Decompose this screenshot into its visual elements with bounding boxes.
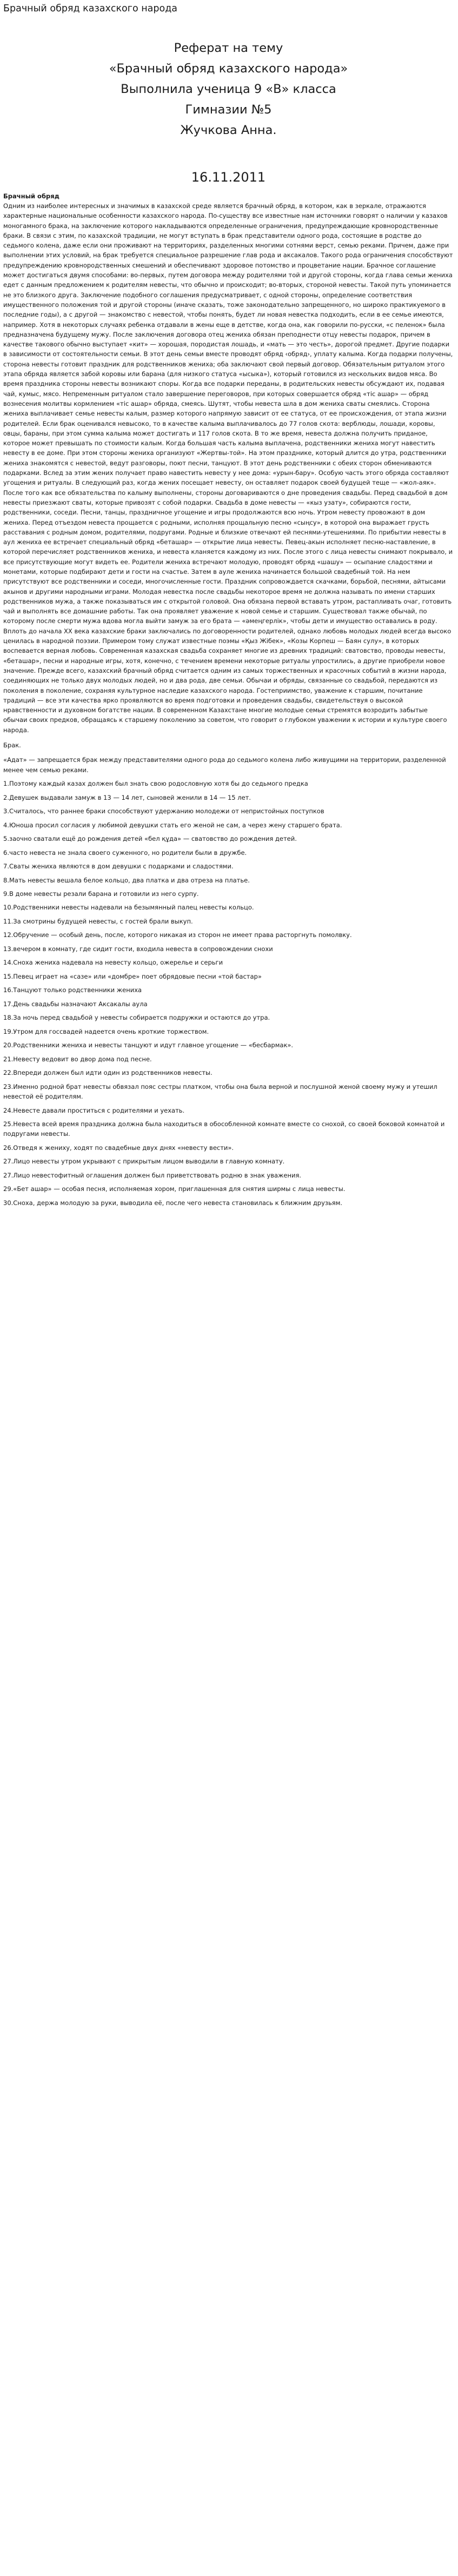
title-block bbox=[3, 38, 454, 140]
note-item: 23.Именно родной брат невесты обвязал пояс сестры платком, чтобы она была верной и послушной женой своему мужу и утешил невестой её родителям. bbox=[3, 1082, 437, 1101]
note-item: 17.День свадьбы назначают Аксакалы аула bbox=[3, 1000, 148, 1008]
note-item: 9.В доме невесты резали барана и готовили из него сурпу. bbox=[3, 889, 199, 898]
note-item: 7.Сваты жениха являются в дом девушки с подарками и сладостями. bbox=[3, 862, 234, 871]
note-item: 11.За смотрины будущей невесты, с гостей брали выкуп. bbox=[3, 917, 193, 925]
note-item: «Адат» — запрещается брак между представителями одного рода до седьмого колена либо живущими на территории, разделенной менее чем семью реками. bbox=[3, 756, 446, 774]
note-item: 27.Лицо невесты утром укрывают с прикрытым лицом выводили в главную комнату. bbox=[3, 1157, 285, 1166]
note-item: 12.Обручение — особый день, после, которого никакая из сторон не имеет права расторгнуть помолвку. bbox=[3, 931, 352, 939]
note-item: 25.Невеста всей время праздника должна была находиться в обособленной комнате вместе со снохой, со своей боковой комнатой и подругами невесты. bbox=[3, 1120, 445, 1138]
note-item: 2.Девушек выдавали замуж в 13 — 14 лет, сыновей женили в 14 — 15 лет. bbox=[3, 793, 251, 801]
note-item: 24.Невесте давали проститься с родителями и уехать. bbox=[3, 1106, 185, 1114]
note-item: 4.Юноша просил согласия у любимой девушки стать его женой не сам, а через жену старшего брата. bbox=[3, 821, 342, 829]
note-item: 14.Сноха жениха надевала на невесту кольцо, ожерелье и серьги bbox=[3, 959, 223, 967]
title-line-author-name: Жучкова Анна. bbox=[180, 123, 277, 137]
note-item: 6.часто невеста не знала своего суженного, но родители были в дружбе. bbox=[3, 848, 247, 857]
document-date: 16.11.2011 bbox=[191, 170, 266, 185]
note-item: 26.Отведя к жениху, ходят по свадебные двух днях «невесту вести». bbox=[3, 1143, 234, 1152]
note-item: 22.Впереди должен был идти один из родственников невесты. bbox=[3, 1069, 213, 1077]
notes-heading: Брак. bbox=[3, 741, 21, 750]
note-item: 15.Певец играет на «сазе» или «домбре» поет обрядовые песни «той бастар» bbox=[3, 972, 262, 980]
title-line-subject-label: Реферат на тему bbox=[174, 41, 283, 55]
note-item: 21.Невесту ведовит во двор дома под песне. bbox=[3, 1055, 152, 1063]
body-paragraph: Одним из наиболее интересных и значимых в казахской среде является брачный обряд, в котором, как в зеркале, отражаются характерные национальные особенности казахского народа. По-существу все известные нам источники говорят о наличии у казахов моногамного брака, на заключение которого накладываются определенные ограничения, предупреждающие кровнородственные браки. В связи с этим, по казахской традиции, не могут вступать в брак представители одного рода, состоящие в родстве до седьмого колена, даже если они проживают на территориях, разделенных многими сотнями верст, семью реками. Причем, даже при выполнении этих условий, на брак требуется специальное разрешение глав рода и аксакалов. Такого рода ограничения способствуют предупреждению кровнородственных смешений и обеспечивают здоровое потомство и процветание нации. Брачное соглашение может достигаться двумя способами: во-первых, путем договора между родителями той и другой стороны, когда глава семьи жениха едет с данным предложением к родителям невесты, что обычно и происходит; во-вторых, стороной невесты. Такой путь упоминается не это близкого друга. Заключение подобного соглашения предусматривает, с одной стороны, определение соответствия имущественного положения той и другой стороны (иначе сказать, тоже законодательно запрещенного, но широко практикуемого в последние годы), а с другой — знакомство с невестой, чтобы понять, будет ли новая невестка подходить, если в ее семье имеются, например. Хотя в некоторых случаях ребенка отдавали в жены еще в детстве, когда она, как говорили по-русски, «с пеленок» была предназначена будущему мужу. После заключения договора отец жениха обязан преподнести отцу невесты подарок, причем в качестве такового обычно выступает «кит» — хорошая, породистая лошадь, и «мать — это честь», дорогой предмет. Другие подарки в зависимости от состоятельности семьи. В этот день семьи вместе проводят обряд ‹обряд›, уплату калыма. Когда подарки получены, сторона невесты готовит праздник для родственников жениха; оба заключают свой первый договор. Обязательным ритуалом этого этапа обряда является забой коровы или барана (для низкого статуса «ысыка»), который готовился из нескольких видов мяса. Во время праздника стороны невесты возникают споры. Когда все подарки переданы, в родительских невесты обсуждают их, подавая чай, кумыс, мясо. Непременным ритуалом стало завершение переговоров, при которых совершается обряд «тіс ашар» — обряд вознесения молитвы кормлением «тіс ашар» обряда, смеясь. Шутят, чтобы невеста шла в дом жениха сваты смеялись. Сторона жениха выплачивает семье невесты калым, размер которого напрямую зависит от ее статуса, от ее происхождения, от этапа жизни родителей. Если брак оценивался невысоко, то в качестве калыма выплачивалось до 77 голов скота: верблюды, лошади, коровы, овцы, бараны, при этом сумма калыма может достигать и 117 голов скота. В то же время, невеста должна получить приданое, которое может превышать по стоимости калым. Когда большая часть калыма выплачена, родственники жениха могут навестить невесту в ее доме. При этом стороны жениха организуют «Жертвы-той». На этом празднике, который длится до утра, родственники жениха знакомятся с невестой, ведут разговоры, поют песни, танцуют. В этот день родственники с обеих сторон обмениваются подарками. Вслед за этим жених получает право навестить невесту у нее дома: «урын-бару». Особую часть этого обряда составляют угощения и ритуалы. В следующий раз, когда жених посещает невесту, он оставляет подарок своей будущей теще — «жол-аяк». После того как все обязательства по калыму выполнены, стороны договариваются о дне проведения свадьбы. Перед свадьбой в дом невесты приезжают сваты, которые привозят с собой подарки. Свадьба в доме невесты — «кыз узату», собираются гости, родственники, соседи. Песни, танцы, праздничное угощение и игры продолжаются всю ночь. Утром невесту провожают в дом жениха. Перед отъездом невеста прощается с родными, исполняя прощальную песню «сыңсу», в которой она выражает грусть расставания с родным домом, родителями, подругами. Родные и близкие отвечают ей песнями-утешениями. По прибытии невесты в аул жениха ее встречает специальный обряд «беташар» — открытие лица невесты. Певец-акын исполняет песню-наставление, в которой перечисляет родственников жениха, и невеста кланяется каждому из них. После этого с лица невесты снимают покрывало, и все присутствующие могут видеть ее. Родители жениха встречают молодую, проводят обряд «шашу» — осыпание сладостями и монетами, которые подбирают дети и гости на счастье. Затем в ауле жениха начинается большой свадебный той. На нем присутствуют все родственники и соседи, многочисленные гости. Праздник сопровождается скачками, борьбой, песнями, айтысами акынов и другими народными играми. Молодая невестка после свадьбы некоторое время не должна называть по имени старших родственников мужа, а также показываться им с открытой головой. Она обязана первой вставать утром, растапливать очаг, готовить чай и выполнять все домашние работы. Так она проявляет уважение к новой семье и старшим. Существовал также обычай, по которому после смерти мужа вдова могла выйти замуж за его брата — «әмеңгерлік», чтобы дети и имущество оставались в роду. Вплоть до начала XX века казахские браки заключались по договоренности родителей, однако любовь молодых людей всегда высоко ценилась в народной поэзии. Примером тому служат известные поэмы «Қыз Жібек», «Козы Корпеш — Баян сулу», в которых воспевается верная любовь. Современная казахская свадьба сохраняет многие из древних традиций: сватовство, проводы невесты, «беташар», песни и народные игры, хотя, конечно, с течением времени некоторые ритуалы упростились, а другие приобрели новое значение. Прежде всего, казахский брачный обряд считается одним из самых торжественных и красочных событий в жизни народа, соединяющих не только двух молодых людей, но и два рода, две семьи. Обычаи и обряды, связанные со свадьбой, передаются из поколения в поколение, сохраняя культурное наследие казахского народа. Гостеприимство, уважение к старшим, почитание традиций — все эти качества ярко проявляются во время подготовки и проведения свадьбы, свидетельствуя о высокой нравственности и духовном богатстве нации. В современном Казахстане многие молодые семьи стремятся возродить забытые обычаи своих предков, обращаясь к старшему поколению за советом, что говорит о глубоком уважении к истории и культуре своего народа. bbox=[3, 202, 453, 734]
document-page bbox=[3, 0, 454, 1212]
note-item: 19.Утром для госсвадей надеется очень кроткие торжеством. bbox=[3, 1027, 209, 1035]
note-item: 29.«Бет ашар» — особая песня, исполняемая хором, приглашенная для снятия ширмы с лица невесты. bbox=[3, 1185, 346, 1193]
note-item: 16.Танцуют только родственники жениха bbox=[3, 986, 142, 994]
note-item: 8.Мать невесты вешала белое кольцо, два платка и два отреза на платье. bbox=[3, 876, 250, 884]
note-item: 27.Лицо невестофитный оглашения должен был приветствовать родню в знак уважения. bbox=[3, 1171, 302, 1179]
title-line-school: Гимназии №5 bbox=[185, 103, 272, 117]
note-item: 5.заочно сватали ещё до рождения детей «бел құда» — сватовство до рождения детей. bbox=[3, 835, 297, 843]
note-item: 13.вечером в комнату, где сидит гости, входила невеста в сопровождении снохи bbox=[3, 945, 273, 953]
note-item: 30.Сноха, держа молодую за руки, выводила её, после чего невеста становилась к ближним друзьям. bbox=[3, 1199, 343, 1207]
note-item: 3.Считалось, что раннее браки способствуют удержанию молодежи от непристойных поступков bbox=[3, 807, 324, 815]
document-header: Брачный обряд казахского народа bbox=[3, 3, 178, 14]
notes-list bbox=[3, 755, 454, 1208]
notes-section bbox=[3, 740, 454, 1208]
note-item: 20.Родственники жениха и невесты танцуют и идут главное угощение — «бесбармак». bbox=[3, 1041, 294, 1049]
note-item: 1.Поэтому каждый казах должен был знать свою родословную хотя бы до седьмого предка bbox=[3, 780, 308, 788]
title-line-author-class: Выполнила ученица 9 «В» класса bbox=[121, 82, 336, 96]
title-line-topic: «Брачный обряд казахского народа» bbox=[109, 62, 348, 76]
section-heading: Брачный обряд bbox=[3, 192, 59, 200]
note-item: 18.За ночь перед свадьбой у невесты собирается подружки и остаются до утра. bbox=[3, 1014, 270, 1022]
note-item: 10.Родственники невесты надевали на безымянный палец невесты кольцо. bbox=[3, 904, 254, 912]
